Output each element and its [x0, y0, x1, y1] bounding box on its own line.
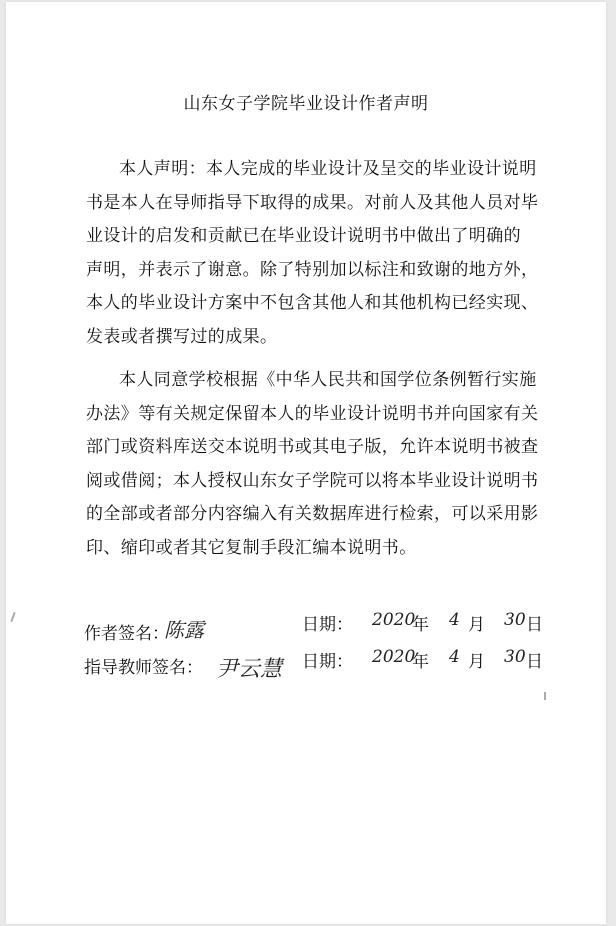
advisor-signature: 尹云慧: [216, 657, 283, 682]
author-date-year: 2020: [372, 610, 416, 630]
authorization-line-1: 本人同意学校根据《中华人民共和国学位条例暂行实施: [119, 370, 537, 390]
advisor-date-year: 2020: [372, 647, 416, 667]
advisor-date-day: 30: [504, 647, 526, 667]
advisor-date-month: 4: [449, 647, 460, 667]
advisor-date-day-unit: 日: [526, 652, 543, 672]
advisor-date-month-unit: 月: [468, 652, 485, 672]
authorization-line-6: 印、缩印或者其它复制手段汇编本说明书。: [86, 538, 417, 558]
declaration-line-3: 业设计的启发和贡献已在毕业设计说明书中做出了明确的: [86, 226, 521, 246]
author-signature: 陈露: [164, 618, 204, 642]
author-date-day: 30: [504, 610, 526, 630]
declaration-line-5: 本人的毕业设计方案中不包含其他人和其他机构已经实现、: [86, 293, 539, 313]
author-date-month-unit: 月: [468, 615, 485, 635]
authorization-line-4: 阅或借阅；本人授权山东女子学院可以将本毕业设计说明书: [86, 471, 539, 491]
declaration-line-4: 声明，并表示了谢意。除了特别加以标注和致谢的地方外，: [86, 260, 539, 280]
author-signature-label: 作者签名：: [84, 624, 169, 644]
authorization-line-5: 的全部或者部分内容编入有关数据库进行检索，可以采用影: [86, 504, 539, 524]
advisor-signature-label: 指导教师签名：: [84, 658, 203, 678]
authorization-line-2: 办法》等有关规定保留本人的毕业设计说明书并向国家有关: [86, 404, 539, 424]
declaration-line-2: 书是本人在导师指导下取得的成果。对前人及其他人员对毕: [86, 193, 539, 213]
scanned-page: [6, 2, 606, 924]
scan-mark: [10, 612, 15, 622]
scan-mark: [544, 692, 546, 700]
advisor-date-year-unit: 年: [412, 652, 429, 672]
advisor-date-label: 日期：: [302, 652, 353, 672]
author-date-year-unit: 年: [412, 615, 429, 635]
declaration-line-1: 本人声明：本人完成的毕业设计及呈交的毕业设计说明: [119, 159, 537, 179]
authorization-line-3: 部门或资料库送交本说明书或其电子版，允许本说明书被查: [86, 437, 539, 457]
author-date-day-unit: 日: [526, 615, 543, 635]
author-date-month: 4: [449, 610, 460, 630]
author-date-label: 日期：: [302, 615, 353, 635]
document-title: 山东女子学院毕业设计作者声明: [183, 94, 429, 114]
declaration-line-6: 发表或者撰写过的成果。: [86, 327, 278, 347]
